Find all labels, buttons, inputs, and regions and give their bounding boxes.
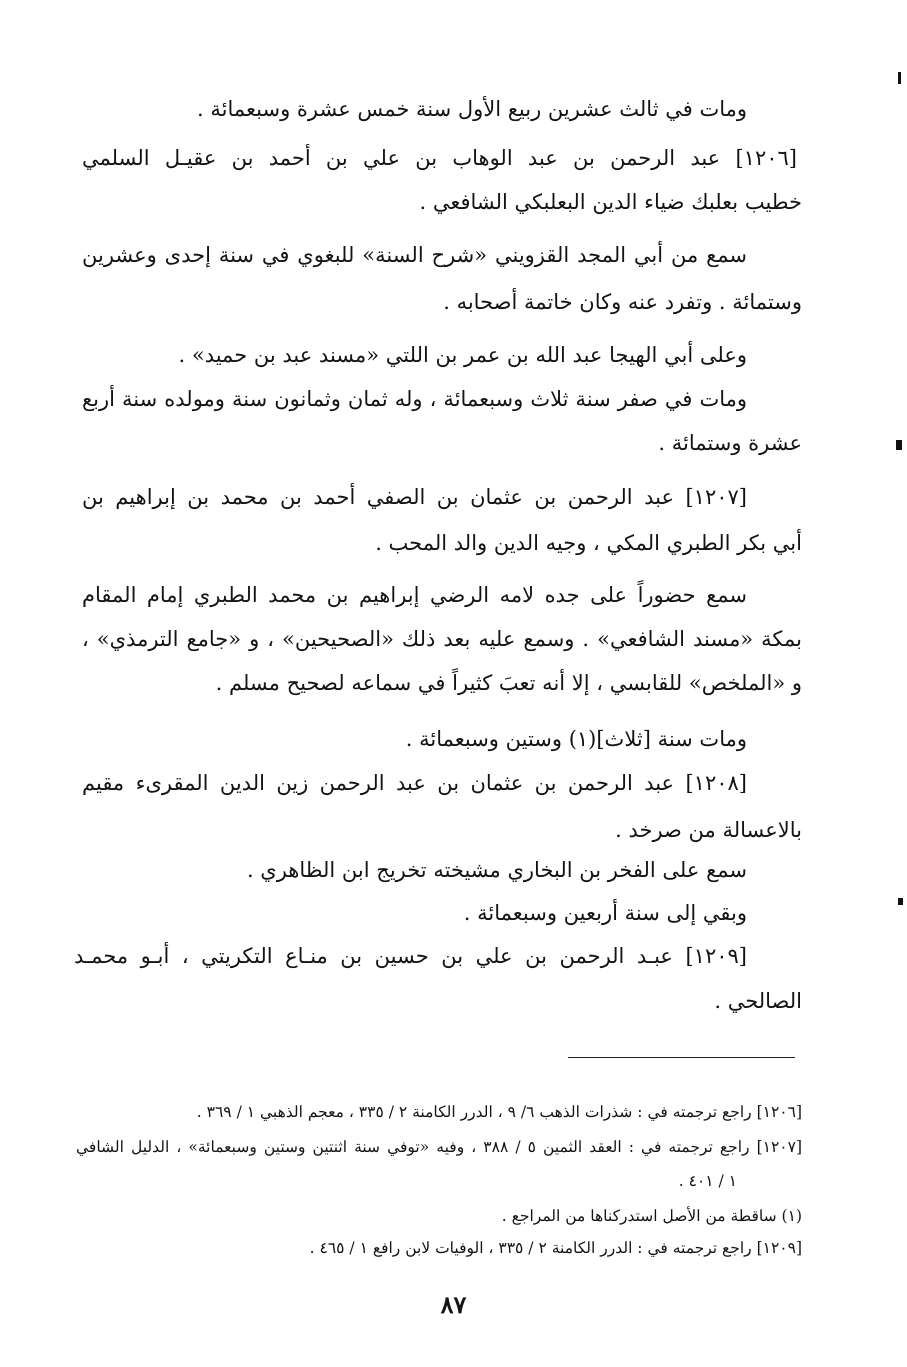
- entry-heading-1209: [١٢٠٩] عبـد الرحمن بن علي بن حسين بن منـاع التكريتي ، أبـو محمـد: [74, 944, 747, 968]
- body-line-17: سمع على الفخر بن البخاري مشيخته تخريج ابن الظاهري .: [246, 858, 747, 882]
- entry-heading-1207: [١٢٠٧] عبد الرحمن بن عثمان بن الصفي أحمد بن محمد بن إبراهيم بن: [82, 485, 747, 509]
- footnote-1: (١) ساقطة من الأصل استدركناها من المراجع .: [501, 1207, 802, 1225]
- margin-mark: [898, 72, 901, 84]
- body-line-6: وعلى أبي الهيجا عبد الله بن عمر بن اللتي «مسند عبد بن حميد» .: [178, 343, 747, 367]
- body-line-16: بالاعسالة من صرخد .: [615, 818, 802, 842]
- page-number: ٨٧: [440, 1290, 467, 1319]
- footnote-1207-continued: ١ / ٤٠١ .: [678, 1172, 737, 1190]
- body-line-14: ومات سنة [ثلاث](١) وستين وسبعمائة .: [405, 727, 747, 751]
- entry-heading-1206: [١٢٠٦] عبد الرحمن بن عبد الوهاب بن علي بن أحمد بن عقيـل السلمي: [82, 146, 797, 170]
- body-line-13: و «الملخص» للقابسي ، إلا أنه تعبَ كثيراً في سماعه لصحيح مسلم .: [215, 671, 802, 695]
- margin-mark: [896, 440, 902, 450]
- body-line-3: خطيب بعلبك ضياء الدين البعلبكي الشافعي .: [419, 190, 802, 214]
- footnote-1206: [١٢٠٦] راجع ترجمته في : شذرات الذهب ٦/ ٩ ، الدرر الكامنة ٢ / ٣٣٥ ، معجم الذهبي ١ / ٣٦٩ .: [196, 1103, 802, 1121]
- entry-heading-1208: [١٢٠٨] عبد الرحمن بن عثمان بن عبد الرحمن زين الدين المقرىء مقيم: [82, 771, 747, 795]
- body-line-12: بمكة «مسند الشافعي» . وسمع عليه بعد ذلك «الصحيحين» ، و «جامع الترمذي» ،: [82, 627, 802, 651]
- body-line-8: عشرة وستمائة .: [658, 431, 802, 455]
- footnote-separator: [568, 1057, 795, 1058]
- body-line-11: سمع حضوراً على جده لامه الرضي إبراهيم بن محمد الطبري إمام المقام: [82, 583, 747, 607]
- margin-mark: [898, 898, 903, 905]
- footnote-1207: [١٢٠٧] راجع ترجمته في : العقد الثمين ٥ / ٣٨٨ ، وفيه «توفي سنة اثنتين وستين وسبعمائة» ، الدليل الشافي: [76, 1138, 802, 1156]
- body-line-4: سمع من أبي المجد القزويني «شرح السنة» للبغوي في سنة إحدى وعشرين: [82, 243, 747, 267]
- footnote-1209: [١٢٠٩] راجع ترجمته في : الدرر الكامنة ٢ / ٣٣٥ ، الوفيات لابن رافع ١ / ٤٦٥ .: [309, 1239, 802, 1257]
- body-line-7: ومات في صفر سنة ثلاث وسبعمائة ، وله ثمان وثمانون سنة ومولده سنة أربع: [82, 387, 747, 411]
- body-line-5: وستمائة . وتفرد عنه وكان خاتمة أصحابه .: [443, 290, 802, 314]
- body-line-18: وبقي إلى سنة أربعين وسبعمائة .: [463, 901, 747, 925]
- body-line-10: أبي بكر الطبري المكي ، وجيه الدين والد المحب .: [375, 531, 802, 555]
- body-line-20: الصالحي .: [714, 989, 802, 1013]
- body-line-1: ومات في ثالث عشرين ربيع الأول سنة خمس عشرة وسبعمائة .: [197, 97, 747, 121]
